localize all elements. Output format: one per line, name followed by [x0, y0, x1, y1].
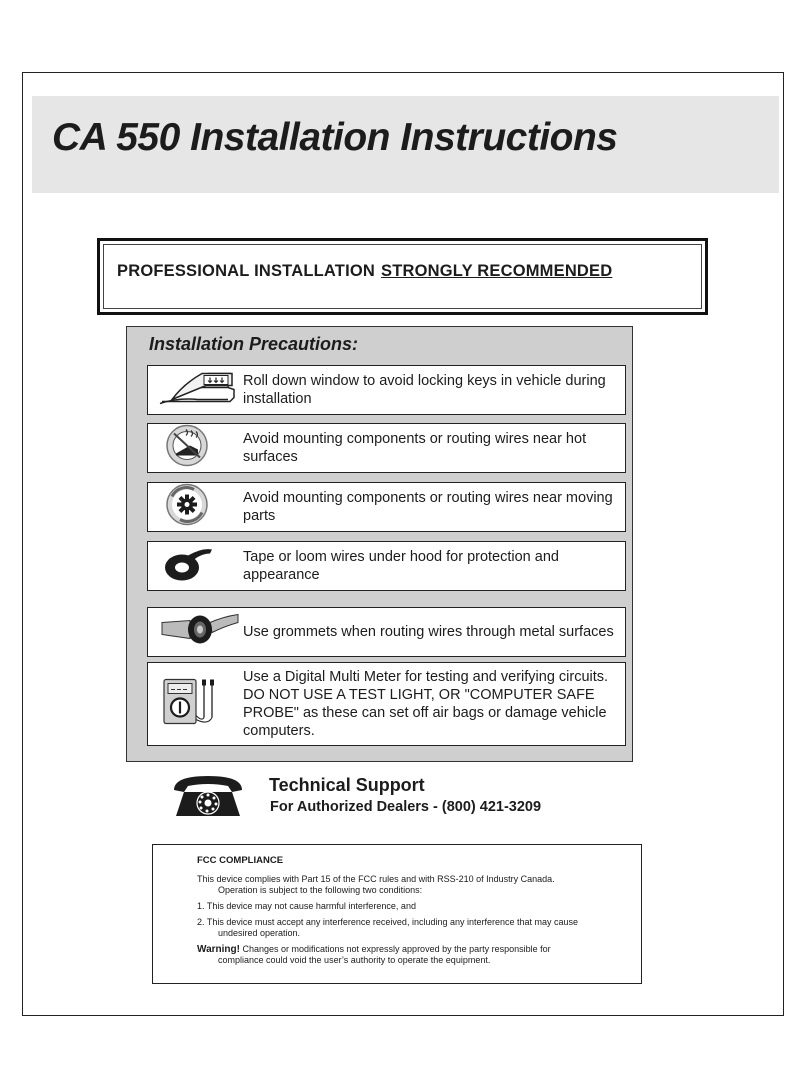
precaution-item-hot-surfaces: [147, 423, 626, 473]
no-heat-icon: [162, 424, 212, 473]
support-phone-line: For Authorized Dealers - (800) 421-3209: [270, 799, 542, 815]
banner-text: [117, 262, 612, 281]
grommet-icon: [160, 613, 240, 652]
precaution-item-tape: [147, 541, 626, 591]
professional-installation-banner: [97, 238, 708, 315]
telephone-icon: [170, 772, 246, 823]
precaution-item-window: [147, 365, 626, 415]
fcc-warning: [197, 944, 617, 966]
precaution-text: Tape or loom wires under hood for protection and appearance: [243, 549, 559, 583]
installation-precautions-panel: [126, 326, 633, 762]
car-window-icon: [158, 370, 238, 411]
fcc-intro-line-1: This device complies with Part 15 of the FCC rules and with RSS-210 of Industry Canada.: [197, 874, 555, 884]
precaution-text: Use grommets when routing wires through metal surfaces: [243, 624, 614, 640]
fcc-title: FCC COMPLIANCE: [197, 855, 284, 866]
title-band: [32, 96, 779, 193]
fcc-condition-1: 1. This device may not cause harmful interference, and: [197, 901, 416, 911]
fcc-intro: [197, 874, 617, 896]
fcc-warning-text-2: compliance could void the user’s authority to operate the equipment.: [218, 955, 491, 965]
precaution-text: Avoid mounting components or routing wires near moving parts: [243, 490, 613, 524]
fcc-condition-2-line-2: undesired operation.: [218, 928, 301, 938]
page-title: CA 550 Installation Instructions: [52, 116, 618, 159]
precaution-item-grommets: [147, 607, 626, 657]
fcc-compliance-box: [152, 844, 642, 984]
fcc-warning-text: Changes or modifications not expressly approved by the party responsible for: [239, 944, 551, 954]
fcc-warning-label: Warning!: [197, 944, 240, 955]
banner-lead: PROFESSIONAL INSTALLATION: [117, 262, 376, 280]
fcc-condition-2-line-1: 2. This device must accept any interference received, including any interference that may cause: [197, 917, 579, 927]
moving-gear-icon: [162, 483, 212, 532]
fcc-content: [197, 855, 617, 971]
precaution-item-multimeter: [147, 662, 626, 746]
precaution-text: Use a Digital Multi Meter for testing and verifying circuits. DO NOT USE A TEST LIGHT, OR "COMPUTER SAFE PROBE" as these can set off air bags or damage vehicle computers.: [243, 669, 609, 739]
precautions-heading: Installation Precautions:: [149, 334, 359, 354]
multimeter-icon: [162, 678, 222, 731]
fcc-intro-line-2: Operation is subject to the following two conditions:: [218, 885, 423, 895]
precaution-item-moving-parts: [147, 482, 626, 532]
fcc-condition-2: [197, 917, 617, 939]
banner-emphasis: STRONGLY RECOMMENDED: [381, 262, 613, 280]
precaution-text: Roll down window to avoid locking keys in vehicle during installation: [243, 373, 606, 407]
precaution-text: Avoid mounting components or routing wires near hot surfaces: [243, 431, 587, 465]
tape-roll-icon: [162, 544, 218, 589]
support-title: Technical Support: [269, 775, 425, 795]
